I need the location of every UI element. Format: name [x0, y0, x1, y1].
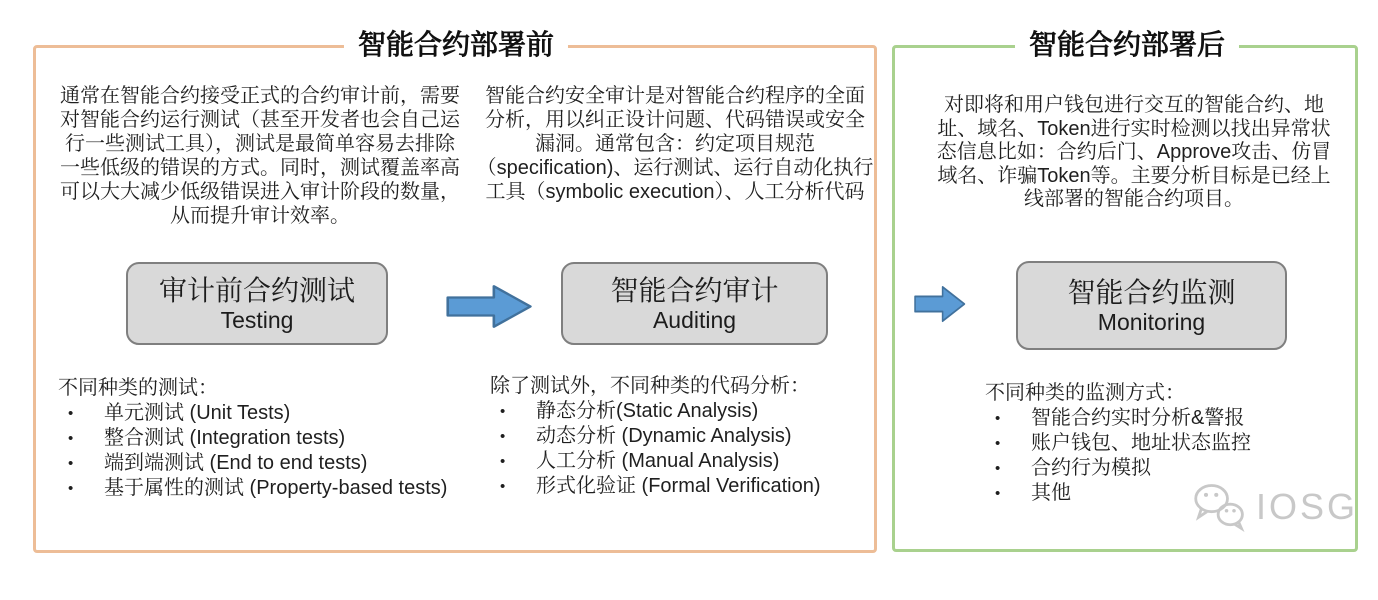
- testing-types-header: 不同种类的测试：: [58, 377, 218, 399]
- list-item: • 形式化验证 (Formal Verification): [490, 474, 886, 499]
- auditing-node-label-zh: 智能合约审计: [610, 274, 779, 306]
- list-item: • 整合测试 (Integration tests): [58, 426, 468, 451]
- monitoring-node-label-en: Monitoring: [1097, 308, 1206, 335]
- monitoring-types-header: 不同种类的监测方式：: [985, 382, 1185, 404]
- bullet-icon: •: [500, 478, 506, 495]
- pre-deployment-title: 智能合约部署前: [344, 26, 568, 64]
- bullet-icon: •: [500, 428, 506, 445]
- bullet-icon: •: [500, 403, 506, 420]
- auditing-node: [561, 262, 828, 345]
- list-item: • 静态分析(Static Analysis): [490, 399, 886, 424]
- wechat-icon: [1192, 479, 1248, 535]
- list-item: • 单元测试 (Unit Tests): [58, 401, 468, 426]
- monitoring-description: 对即将和用户钱包进行交互的智能合约、地址、域名、Token进行实时检测以找出异常状态信息比如：合约后门、Approve攻击、仿冒域名、诈骗Token等。主要分析目标是已经上线部署的智能合约项目。: [936, 94, 1332, 210]
- list-item: • 账户钱包、地址状态监控: [985, 431, 1341, 456]
- bullet-icon: •: [68, 455, 74, 472]
- analysis-types-header: 除了测试外，不同种类的代码分析：: [490, 375, 810, 397]
- auditing-description: 智能合约安全审计是对智能合约程序的全面分析，用以纠正设计问题、代码错误或安全漏洞。通常包含：约定项目规范（specification)、运行测试、运行自动化执行工具（symbolic execution）、人工分析代码: [476, 85, 874, 203]
- list-item: • 端到端测试 (End to end tests): [58, 451, 468, 476]
- bullet-icon: •: [500, 453, 506, 470]
- post-deployment-title: 智能合约部署后: [1015, 26, 1239, 64]
- monitoring-node: [1016, 261, 1287, 350]
- testing-node-label-zh: 审计前合约测试: [158, 274, 355, 306]
- bullet-icon: •: [68, 480, 74, 497]
- list-item: • 其他: [985, 481, 1341, 506]
- list-item: • 基于属性的测试 (Property-based tests): [58, 476, 468, 501]
- arrow-testing-to-auditing-icon: [446, 284, 533, 329]
- iosg-watermark-text: IOSG: [1256, 486, 1359, 527]
- bullet-icon: •: [995, 485, 1001, 502]
- list-item: • 智能合约实时分析&警报: [985, 406, 1341, 431]
- auditing-node-label-en: Auditing: [652, 306, 737, 333]
- bullet-icon: •: [995, 410, 1001, 427]
- testing-node: [126, 262, 388, 345]
- iosg-watermark: [1192, 479, 1358, 535]
- testing-description: 通常在智能合约接受正式的合约审计前，需要对智能合约运行测试（甚至开发者也会自己运行一些测试工具），测试是最简单容易去排除一些低级的错误的方式。同时，测试覆盖率高可以大大减少低级错误进入审计阶段的数量，从而提升审计效率。: [60, 85, 460, 227]
- monitoring-node-label-zh: 智能合约监测: [1067, 276, 1236, 308]
- list-item: • 合约行为模拟: [985, 456, 1341, 481]
- analysis-types-list: [490, 374, 886, 499]
- testing-types-list: [58, 376, 468, 501]
- bullet-icon: •: [995, 435, 1001, 452]
- bullet-icon: •: [68, 430, 74, 447]
- arrow-auditing-to-monitoring-icon: [914, 285, 966, 323]
- testing-node-label-en: Testing: [220, 306, 294, 333]
- bullet-icon: •: [995, 460, 1001, 477]
- list-item: • 人工分析 (Manual Analysis): [490, 449, 886, 474]
- list-item: • 动态分析 (Dynamic Analysis): [490, 424, 886, 449]
- bullet-icon: •: [68, 405, 74, 422]
